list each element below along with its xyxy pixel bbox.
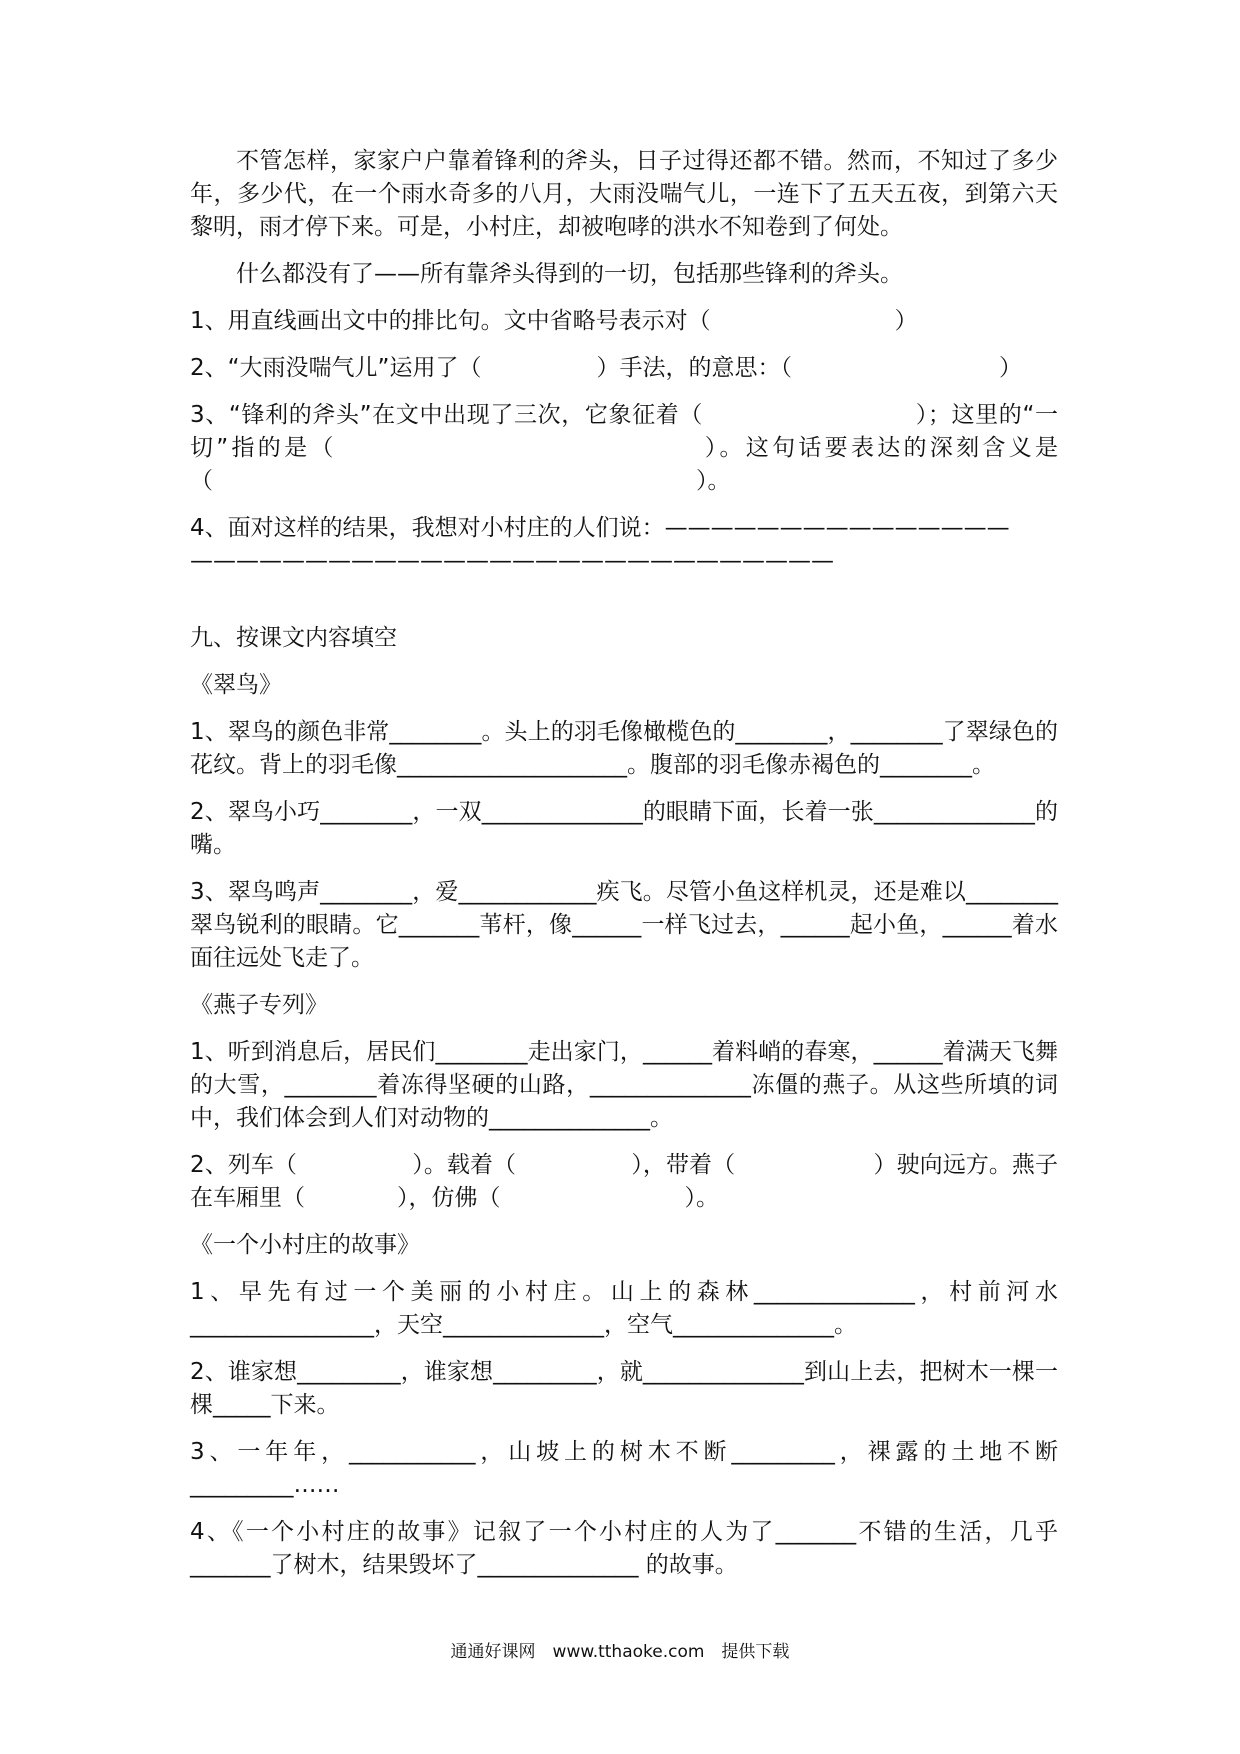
yanzi-question-1: 1、听到消息后，居民们________走出家门，______着料峭的春寒，______着满天飞舞的大雪，________着冻得坚硬的山路，______________冻僵的燕子。从这些所填的词中，我们体会到人们对动物的______________。 [190, 1039, 1058, 1131]
question-8-3: 3、“锋利的斧头”在文中出现了三次，它象征着（ ）；这里的“一切”指的是（ ）。这句话要表达的深刻含义是（ ）。 [190, 402, 1058, 494]
cunzhuang-question-3: 3、一年年，___________，山坡上的树木不断_________，裸露的土地不断_________…… [190, 1439, 1058, 1498]
cunzhuang-question-4: 4、《一个小村庄的故事》记叙了一个小村庄的人为了_______不错的生活，几乎_______了树木，结果毁坏了______________ 的故事。 [190, 1519, 1058, 1578]
cuiniao-question-2: 2、翠鸟小巧________，一双______________的眼睛下面，长着一张______________的嘴。 [190, 799, 1058, 858]
passage-paragraph-1: 不管怎样，家家户户靠着锋利的斧头，日子过得还都不错。然而，不知过了多少年，多少代，在一个雨水奇多的八月，大雨没喘气儿，一连下了五天五夜，到第六天黎明，雨才停下来。可是，小村庄，却被咆哮的洪水不知卷到了何处。 [190, 148, 1058, 240]
question-8-4-line1: 4、面对这样的结果，我想对小村庄的人们说：——————————————— [190, 515, 1010, 541]
cunzhuang-question-2: 2、谁家想_________，谁家想_________，就______________到山上去，把树木一棵一棵_____下来。 [190, 1359, 1058, 1418]
passage-paragraph-2: 什么都没有了——所有靠斧头得到的一切，包括那些锋利的斧头。 [236, 261, 903, 287]
question-8-1: 1、用直线画出文中的排比句。文中省略号表示对（ ） [190, 308, 918, 334]
yanzi-question-2: 2、列车（ ）。载着（ ），带着（ ）驶向远方。燕子在车厢里（ ），仿佛（ ）。 [190, 1152, 1058, 1211]
worksheet-page [190, 145, 1058, 1582]
question-8-4-line2: ———————————————————————————— [190, 548, 834, 574]
section-9-heading: 九、按课文内容填空 [190, 625, 397, 651]
question-8-2: 2、“大雨没喘气儿”运用了（ ）手法，的意思：（ ） [190, 355, 1022, 381]
footer-credit: 通通好课网 www.tthaoke.com 提供下载 [450, 1642, 790, 1662]
cuiniao-question-1: 1、翠鸟的颜色非常________。头上的羽毛像橄榄色的________，________了翠绿色的花纹。背上的羽毛像____________________。腹部的羽毛像赤褐色的________。 [190, 719, 1058, 778]
lesson-title-yanzi: 《燕子专列》 [190, 992, 328, 1018]
lesson-title-cuiniao: 《翠鸟》 [190, 672, 282, 698]
lesson-title-cunzhuang: 《一个小村庄的故事》 [190, 1232, 420, 1258]
cuiniao-question-3: 3、翠鸟鸣声________，爱____________疾飞。尽管小鱼这样机灵，还是难以________翠鸟锐利的眼睛。它_______苇杆，像______一样飞过去，______起小鱼，______着水面往远处飞走了。 [190, 879, 1058, 971]
cunzhuang-question-1: 1、早先有过一个美丽的小村庄。山上的森林______________，村前河水________________，天空______________，空气______________。 [190, 1279, 1058, 1338]
